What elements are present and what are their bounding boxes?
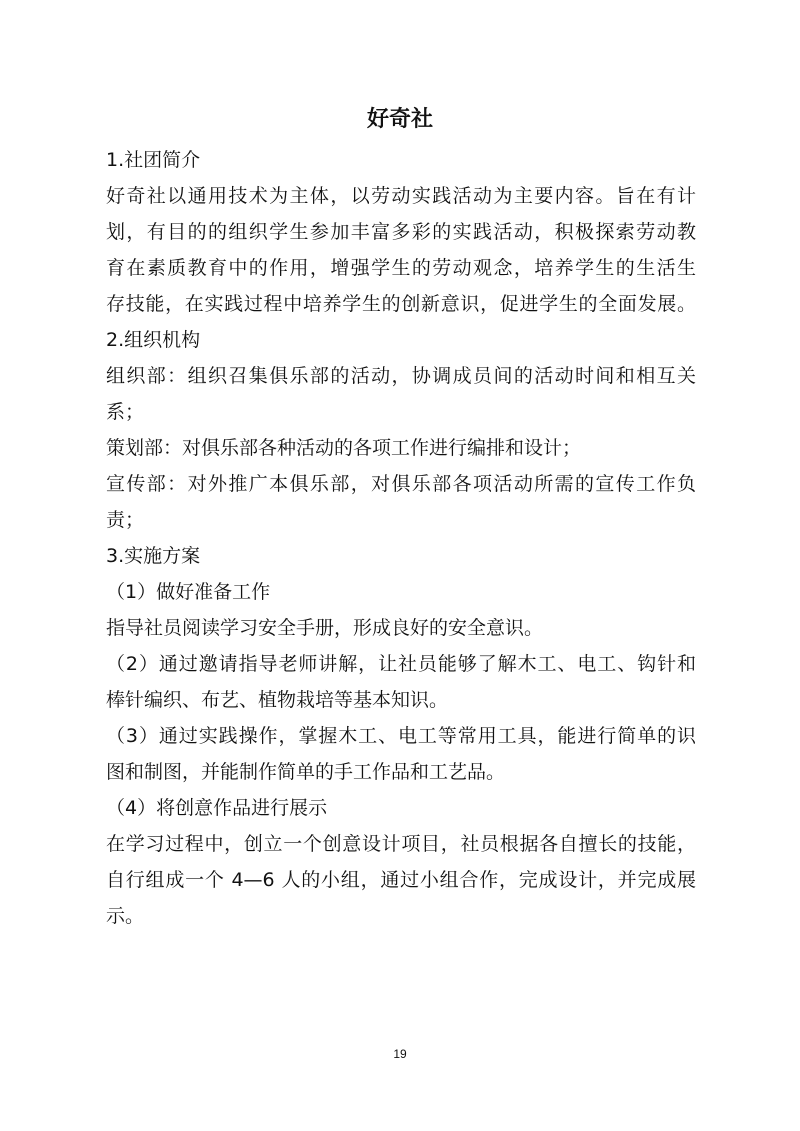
paragraph-line: 棒针编织、布艺、植物栽培等基本知识。 — [106, 689, 449, 711]
section-heading-intro: 1.社团简介 — [106, 149, 201, 171]
paragraph-line: （1）做好准备工作 — [106, 581, 271, 603]
paragraph-line: 在学习过程中，创立一个创意设计项目，社员根据各自擅长的技能， — [106, 833, 696, 855]
page-title: 好奇社 — [366, 107, 433, 132]
paragraph-line: 好奇社以通用技术为主体，以劳动实践活动为主要内容。旨在有计 — [106, 185, 696, 207]
paragraph-line: 育在素质教育中的作用，增强学生的劳动观念，培养学生的生活生 — [106, 257, 696, 279]
paragraph-line: 系； — [106, 401, 145, 423]
paragraph-line: 划，有目的的组织学生参加丰富多彩的实践活动，积极探索劳动教 — [106, 221, 696, 243]
paragraph-line: 图和制图，并能制作简单的手工作品和工艺品。 — [106, 761, 506, 783]
paragraph-line: （2）通过邀请指导老师讲解，让社员能够了解木工、电工、钩针和 — [106, 653, 696, 675]
paragraph-line: 责； — [106, 509, 145, 531]
paragraph-line: （4）将创意作品进行展示 — [106, 797, 328, 819]
section-heading-organization: 2.组织机构 — [106, 329, 201, 351]
paragraph-line: 策划部：对俱乐部各种活动的各项工作进行编排和设计； — [106, 437, 582, 459]
paragraph-line: 宣传部：对外推广本俱乐部，对俱乐部各项活动所需的宣传工作负 — [106, 473, 696, 495]
paragraph-line: 存技能，在实践过程中培养学生的创新意识，促进学生的全面发展。 — [106, 293, 696, 315]
page-number: 19 — [393, 1047, 407, 1061]
paragraph-line: 指导社员阅读学习安全手册，形成良好的安全意识。 — [106, 617, 544, 639]
paragraph-line: 组织部：组织召集俱乐部的活动，协调成员间的活动时间和相互关 — [106, 365, 696, 387]
paragraph-line: 示。 — [106, 905, 145, 927]
paragraph-line: （3）通过实践操作，掌握木工、电工等常用工具，能进行简单的识 — [106, 725, 696, 747]
paragraph-line: 自行组成一个 4—6 人的小组，通过小组合作，完成设计，并完成展 — [106, 869, 696, 891]
document-body — [106, 142, 696, 934]
section-heading-plan: 3.实施方案 — [106, 545, 201, 567]
